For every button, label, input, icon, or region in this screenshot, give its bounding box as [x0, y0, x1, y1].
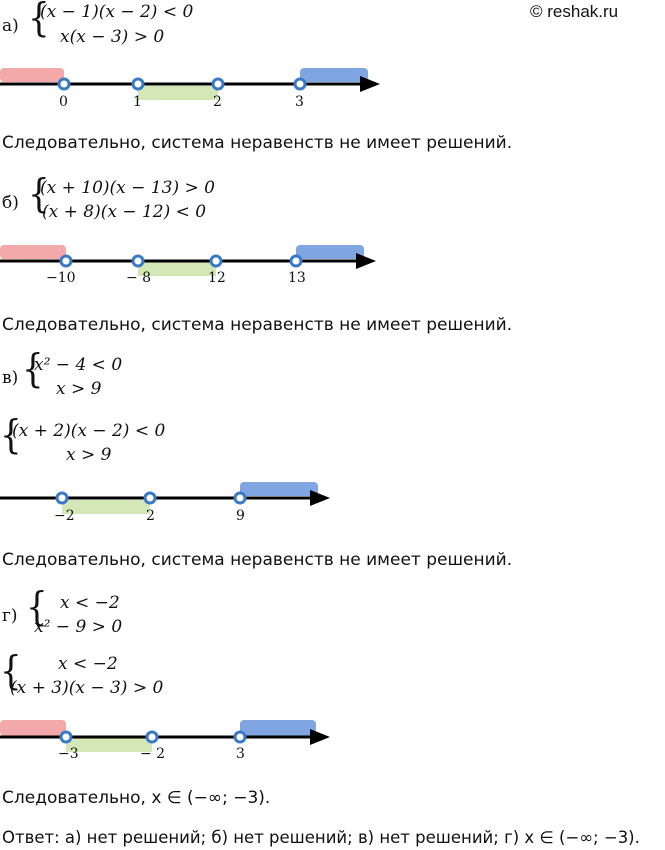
part-d-line-1: x < −2	[60, 593, 120, 613]
part-d-brace: {	[26, 584, 48, 631]
tick-d-0: −3	[58, 746, 79, 762]
point-b-2	[211, 256, 221, 266]
part-a-line-2: x(x − 3) > 0	[60, 27, 165, 47]
answer: Ответ: а) нет решений; б) нет решений; в) нет решений; г) x ∈ (−∞; −3).	[2, 828, 640, 847]
interval-blue-c	[240, 482, 318, 496]
part-a-brace: {	[28, 0, 50, 42]
part-c-line-1: x² − 4 < 0	[34, 355, 123, 375]
interval-red-d	[0, 720, 66, 736]
part-d-line2-2: (x + 3)(x − 3) > 0	[10, 678, 164, 698]
tick-d-1: − 2	[140, 746, 166, 762]
part-c-conclusion: Следовательно, система неравенств не имеет решений.	[2, 550, 513, 570]
part-c-brace-2: {	[0, 412, 22, 459]
tick-b-3: 13	[288, 270, 306, 286]
tick-a-3: 3	[295, 94, 304, 110]
part-c-line-2: x > 9	[56, 379, 102, 399]
part-a-line-1: (x − 1)(x − 2) < 0	[40, 2, 194, 22]
tick-a-1: 1	[133, 94, 142, 110]
part-c-brace: {	[22, 346, 44, 393]
part-b-brace: {	[28, 171, 50, 218]
point-b-0	[61, 256, 71, 266]
interval-blue-a	[300, 68, 368, 82]
interval-red-b	[0, 245, 66, 259]
point-a-1	[133, 79, 143, 89]
tick-c-1: 2	[146, 508, 155, 524]
interval-blue-d	[240, 720, 316, 736]
point-c-0	[57, 493, 67, 503]
part-d-line2-1: x < −2	[58, 654, 118, 674]
arrow-a	[360, 76, 380, 92]
part-c-line2-2: x > 9	[66, 445, 112, 465]
interval-green-a	[138, 86, 218, 100]
part-c-label: в)	[2, 368, 19, 388]
part-c-line2-1: (x + 2)(x − 2) < 0	[12, 421, 166, 441]
point-a-0	[59, 79, 69, 89]
interval-green-c	[62, 500, 150, 514]
tick-b-1: − 8	[126, 270, 152, 286]
interval-red-a	[0, 68, 64, 82]
part-a-conclusion: Следовательно, система неравенств не имеет решений.	[2, 133, 513, 153]
part-b-line-1: (x + 10)(x − 13) > 0	[40, 178, 215, 198]
part-b-label: б)	[2, 193, 19, 213]
arrow-c	[310, 490, 330, 506]
tick-a-2: 2	[213, 94, 222, 110]
point-d-2	[235, 732, 245, 742]
point-b-1	[133, 256, 143, 266]
part-b-conclusion: Следовательно, система неравенств не имеет решений.	[2, 315, 513, 335]
part-d-label: г)	[2, 606, 18, 626]
part-d-line-2: x² − 9 > 0	[34, 617, 123, 637]
part-b-line-2: (x + 8)(x − 12) < 0	[42, 202, 207, 222]
point-c-1	[145, 493, 155, 503]
tick-c-2: 9	[236, 508, 245, 524]
watermark: © reshak.ru	[530, 2, 619, 21]
part-a-label: а)	[2, 16, 19, 36]
arrow-b	[356, 253, 376, 269]
number-line-a	[0, 68, 380, 100]
tick-d-2: 3	[236, 746, 245, 762]
point-b-3	[291, 256, 301, 266]
part-d-conclusion: Следовательно, x ∈ (−∞; −3).	[2, 788, 271, 808]
number-line-c	[0, 482, 330, 514]
tick-b-0: −10	[46, 270, 76, 286]
part-d-brace-2: {	[0, 648, 22, 695]
tick-a-0: 0	[59, 94, 68, 110]
tick-c-0: −2	[54, 508, 75, 524]
tick-b-2: 12	[208, 270, 226, 286]
interval-blue-b	[296, 245, 364, 259]
point-a-3	[295, 79, 305, 89]
arrow-d	[310, 729, 330, 745]
point-c-2	[235, 493, 245, 503]
point-a-2	[213, 79, 223, 89]
point-d-0	[61, 732, 71, 742]
point-d-1	[147, 732, 157, 742]
